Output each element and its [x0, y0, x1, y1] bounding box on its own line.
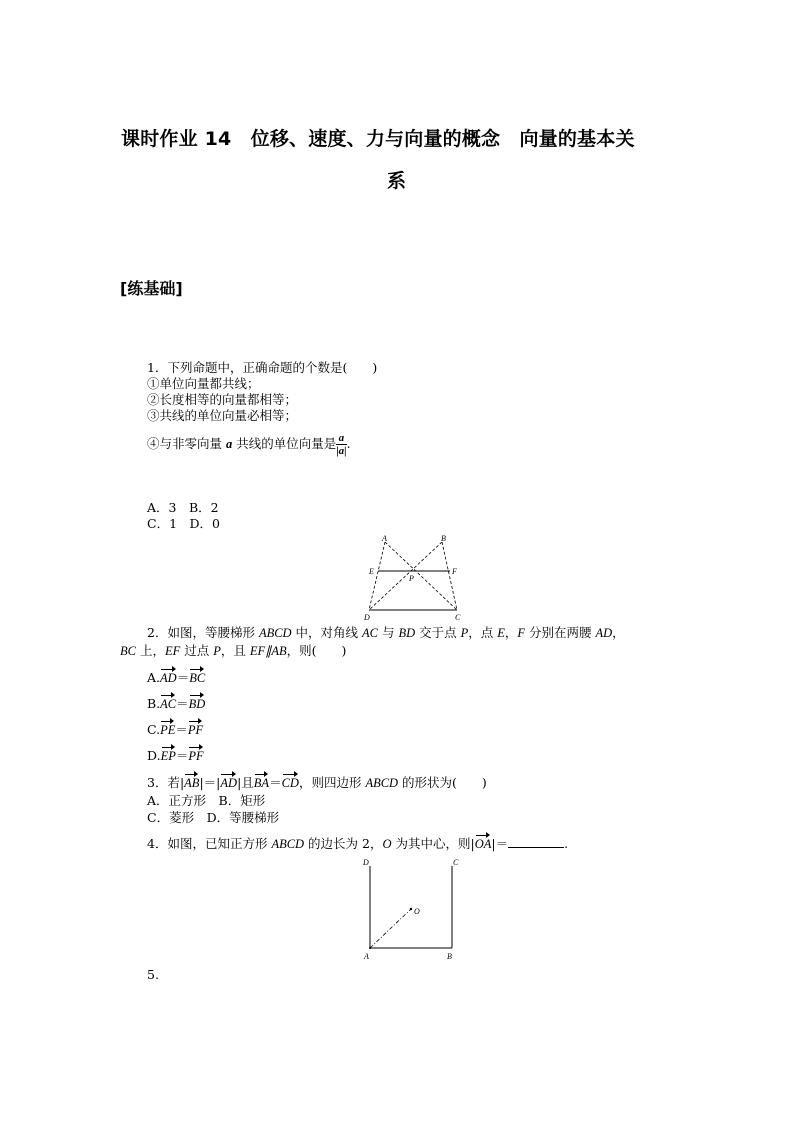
fraction-numerator: a — [336, 432, 346, 445]
text: |且 — [237, 775, 254, 790]
text: 的边长为 2， — [304, 836, 383, 851]
var: ABCD — [365, 776, 399, 790]
vector: BA — [253, 776, 270, 790]
q3-options-row2: C．菱形 D．等腰梯形 — [147, 810, 280, 825]
q1-item4-prefix: ④与非零向量 — [147, 436, 226, 451]
text: . — [564, 836, 569, 851]
label-a: A — [364, 952, 369, 961]
text: |＝| — [199, 775, 221, 790]
var: AD — [595, 626, 613, 640]
point-a — [369, 947, 371, 949]
label-d: D — [364, 613, 370, 622]
var: P — [460, 626, 469, 640]
label-o: O — [414, 907, 420, 916]
text: ， — [612, 625, 625, 640]
text: |＝ — [491, 836, 509, 851]
var: BC — [120, 644, 136, 658]
q1-item4-end: . — [346, 436, 351, 451]
q2-option-a — [147, 670, 205, 686]
equals: ＝ — [269, 775, 282, 790]
fraction-denominator: |a| — [336, 445, 347, 457]
diagonal-ac — [385, 542, 457, 610]
var: ABCD — [258, 626, 292, 640]
q1-item-1: ①单位向量都共线； — [147, 376, 260, 391]
label-a: A — [382, 534, 387, 543]
var: F — [517, 626, 526, 640]
q1-stem: 1．下列命题中，正确命题的个数是( ) — [147, 360, 378, 375]
label-d: D — [363, 858, 369, 867]
figure-trapezoid — [358, 534, 468, 622]
q1-item4-var: a — [225, 437, 233, 451]
label-p: P — [409, 574, 414, 583]
text: ，且 — [220, 643, 250, 658]
option-label: D. — [147, 748, 161, 763]
var: AC — [362, 626, 379, 640]
q1-item4-mid: 共线的单位向量是 — [232, 436, 337, 451]
q2-option-c — [147, 722, 203, 738]
label-e: E — [369, 567, 374, 576]
equals: ＝ — [176, 670, 190, 685]
text: 交于点 — [415, 625, 461, 640]
text: 上， — [135, 643, 165, 658]
var: P — [213, 644, 221, 658]
q1-item-3: ③共线的单位向量必相等； — [147, 408, 298, 423]
vector: BC — [189, 671, 206, 685]
vector: PE — [160, 723, 176, 737]
segment-ao — [370, 909, 411, 948]
q2-option-b — [147, 696, 205, 712]
text: 与 — [378, 625, 399, 640]
var: E — [497, 626, 505, 640]
equals: ＝ — [175, 748, 189, 763]
figure-square — [360, 857, 465, 963]
diagonal-bd — [369, 542, 442, 610]
vector: BD — [188, 697, 206, 711]
q5-number: 5. — [147, 967, 159, 982]
option-label: C. — [147, 722, 161, 737]
page-title-line1: 课时作业 14 位移、速度、力与向量的概念 向量的基本关 — [121, 128, 635, 150]
text: 为其中心，则| — [391, 836, 475, 851]
q1-item4-fraction — [336, 432, 346, 457]
text: 4．如图，已知正方形 — [147, 836, 272, 851]
text: ，则( ) — [286, 643, 347, 658]
label-c: C — [455, 613, 461, 622]
vector: AD — [160, 671, 177, 685]
vector: AC — [160, 697, 177, 711]
option-label: B. — [147, 696, 161, 711]
vector: AD — [220, 776, 238, 790]
text: 2．如图，等腰梯形 — [147, 625, 259, 640]
label-f: F — [452, 567, 457, 576]
text: 的形状为( ) — [398, 775, 487, 790]
label-c: C — [453, 858, 459, 867]
text: ， — [504, 625, 518, 640]
page-title-line2: 系 — [387, 170, 407, 192]
q2-option-d — [147, 748, 204, 764]
answer-blank[interactable] — [508, 836, 564, 848]
vector: PF — [187, 723, 204, 737]
leg-ad — [369, 542, 385, 610]
q1-options-row1: A．3 B．2 — [147, 500, 219, 515]
text: 分别在两腰 — [525, 625, 596, 640]
var: EF∥AB — [249, 644, 287, 658]
q1-item-4 — [147, 432, 351, 457]
option-label: A. — [147, 670, 161, 685]
var: BD — [398, 626, 416, 640]
vector: CD — [281, 776, 299, 790]
vector: PF — [188, 749, 204, 763]
q3-options-row1: A．正方形 B．矩形 — [147, 793, 266, 808]
text: ，则四边形 — [298, 775, 366, 790]
equals: ＝ — [175, 722, 188, 737]
text: ，点 — [468, 625, 498, 640]
point-o — [410, 908, 412, 910]
var: EF — [164, 644, 181, 658]
var: ABCD — [271, 837, 305, 851]
q2-stem-line2 — [120, 643, 346, 659]
label-b: B — [441, 534, 446, 543]
leg-bc — [442, 542, 457, 610]
q1-options-row2: C．1 D．0 — [147, 516, 220, 531]
q1-item-2: ②长度相等的向量都相等； — [147, 392, 298, 407]
vector: AB — [184, 776, 200, 790]
section-heading: [练基础] — [120, 279, 183, 298]
text: 过点 — [180, 643, 214, 658]
equals: ＝ — [176, 696, 189, 711]
vector: EP — [160, 749, 176, 763]
q2-stem-line1 — [147, 625, 625, 641]
label-b: B — [447, 952, 452, 961]
q3-stem — [147, 775, 487, 791]
vector: OA — [474, 837, 492, 851]
text: 3．若| — [147, 775, 185, 790]
var: O — [382, 837, 392, 851]
q4-stem — [147, 836, 568, 852]
text: 中，对角线 — [291, 625, 363, 640]
